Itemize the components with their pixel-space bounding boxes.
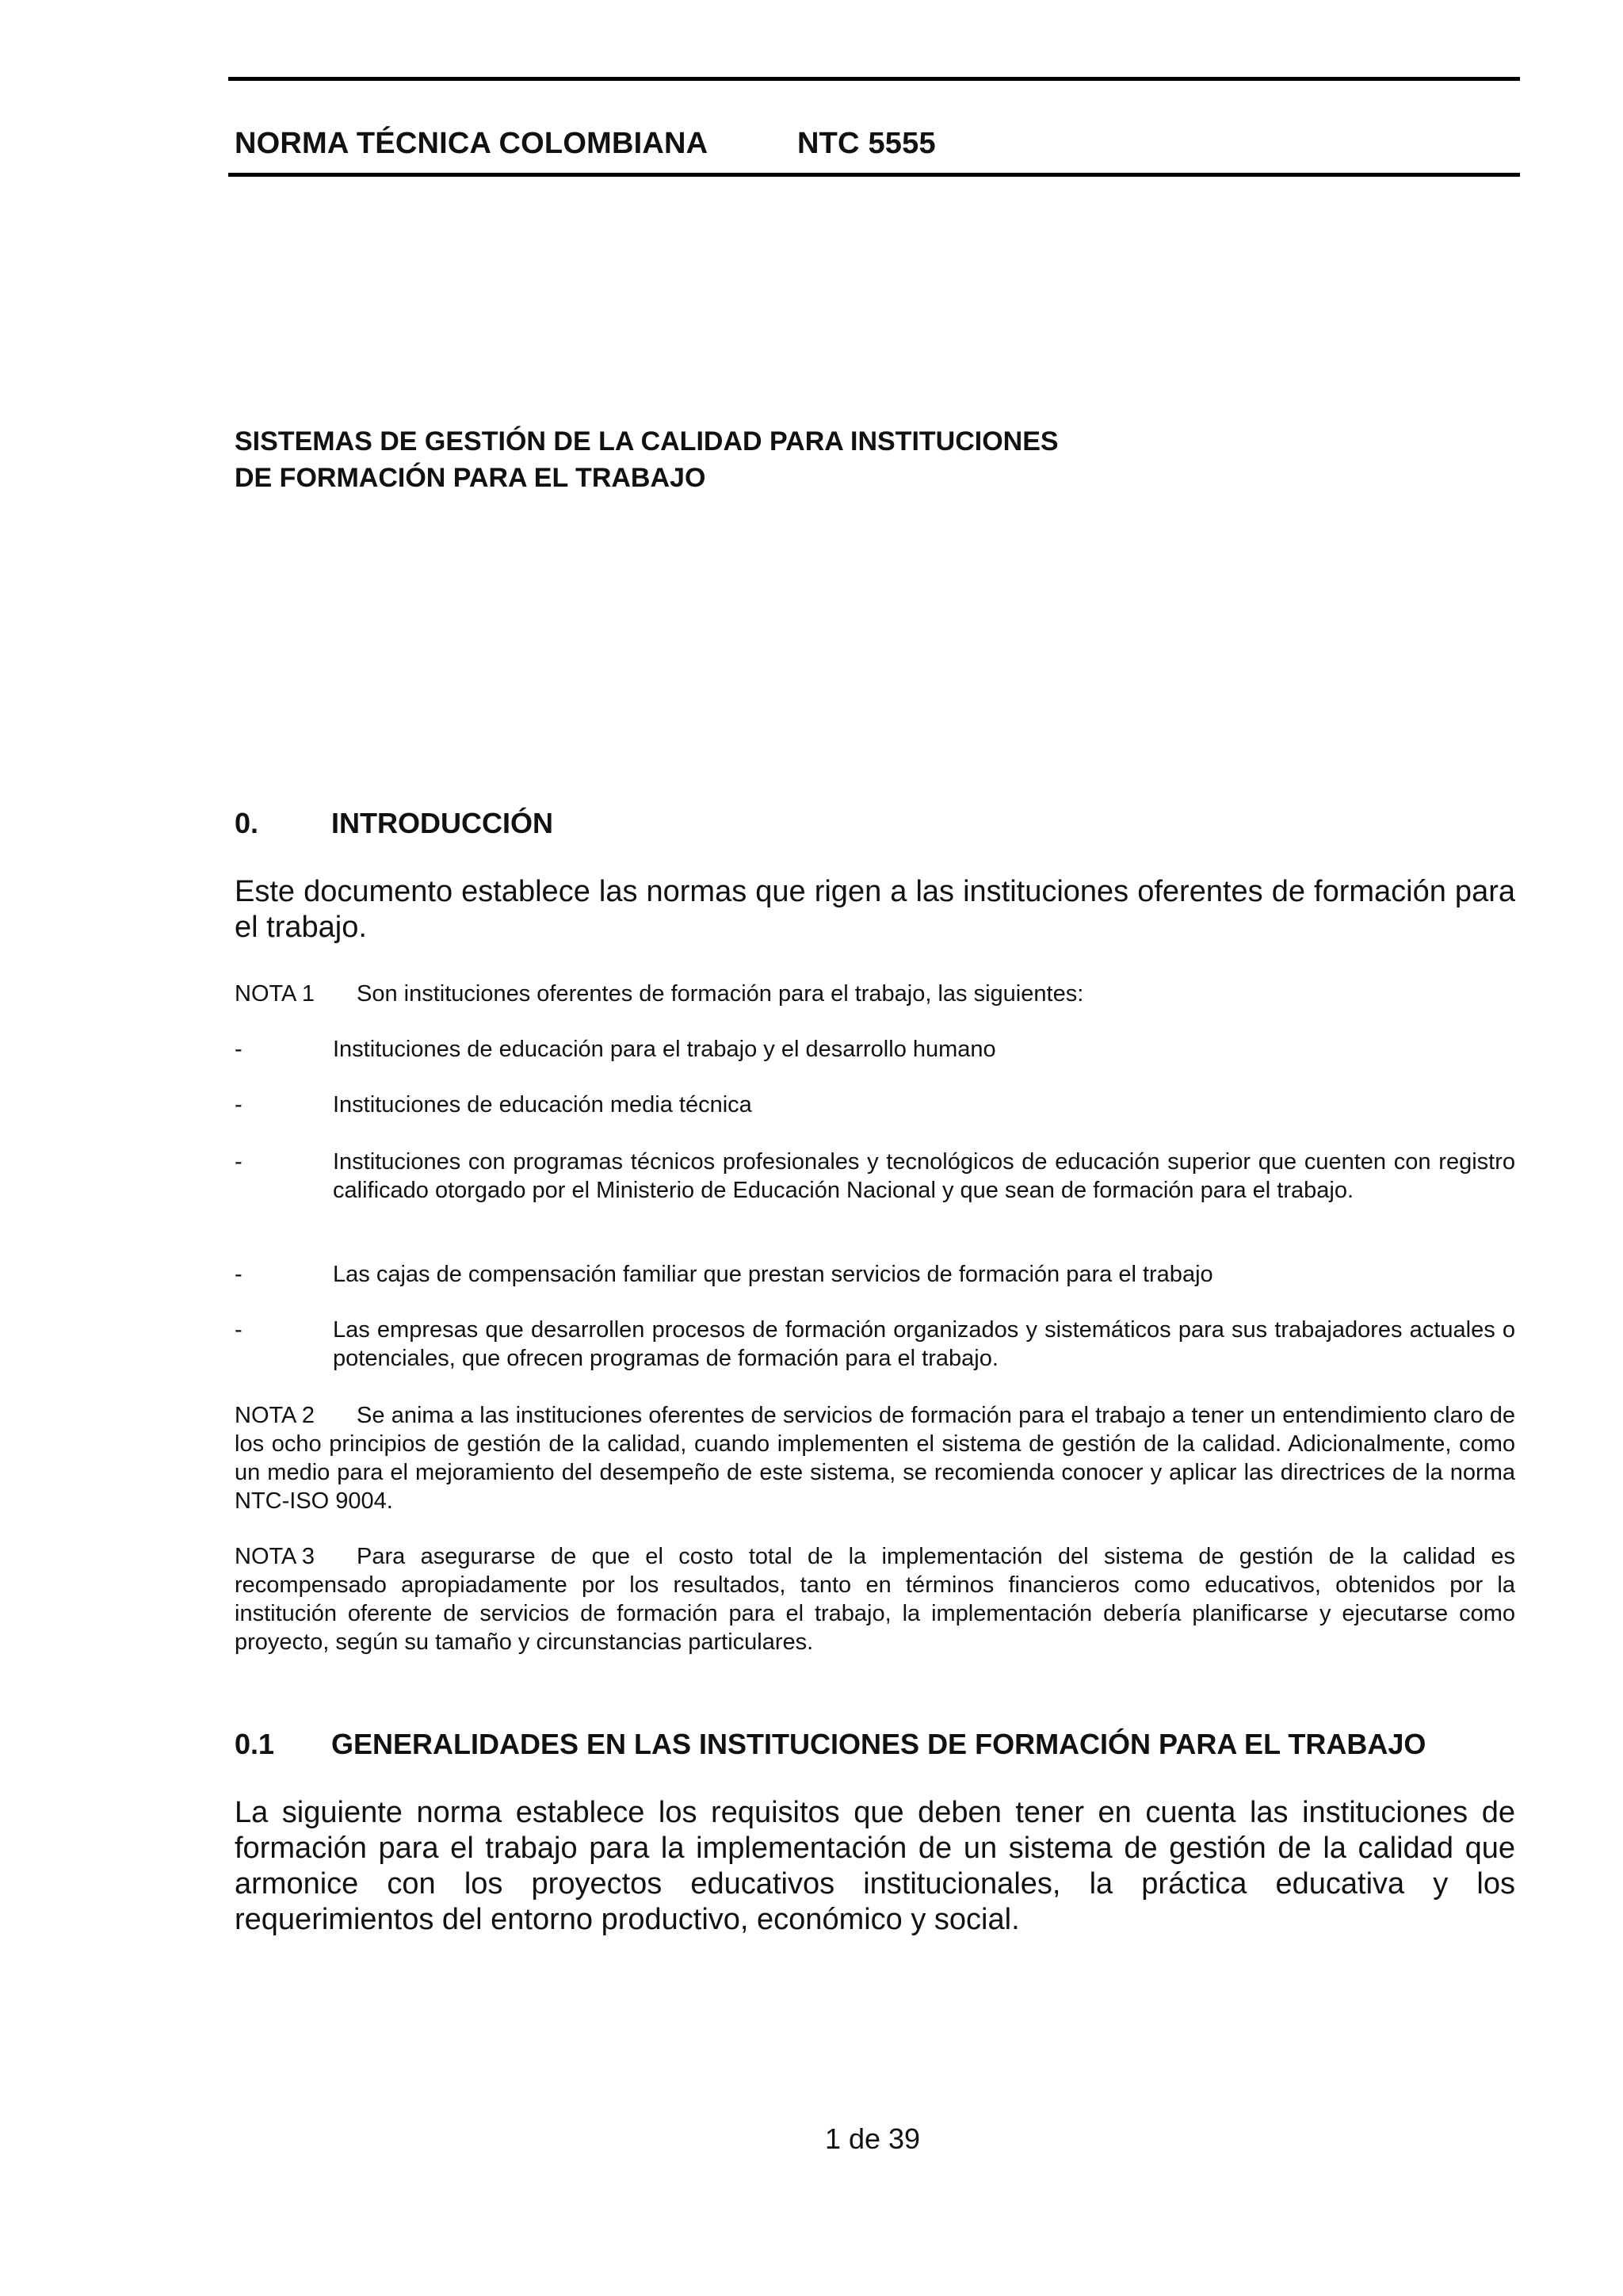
list-dash: - xyxy=(235,1317,242,1343)
list-item xyxy=(235,1260,1515,1289)
list-item xyxy=(235,1316,1515,1373)
document-title xyxy=(235,423,1059,496)
list-item xyxy=(235,1035,1515,1064)
header-top-rule xyxy=(228,77,1520,81)
nota-3 xyxy=(235,1542,1515,1656)
list-item xyxy=(235,1148,1515,1205)
header-standard-code: NTC 5555 xyxy=(797,127,936,160)
list-dash: - xyxy=(235,1262,242,1287)
header-bottom-rule xyxy=(228,173,1520,177)
nota-1 xyxy=(235,980,1515,1008)
nota-label: NOTA 2 xyxy=(235,1403,315,1428)
nota-text: Para asegurarse de que el costo total de la implementación del sistema de gestión de la calidad es recompensado apropiadamente por los resultados, tanto en términos financieros como educativos, obtenidos por la institución oferente de servicios de formación para el trabajo, la implementación debería planificarse y ejecutarse como proyecto, según su tamaño y circunstancias particulares. xyxy=(235,1544,1515,1655)
list-item-text: Instituciones de educación para el trabajo y el desarrollo humano xyxy=(333,1037,996,1062)
page-number: 1 de 39 xyxy=(824,2122,921,2155)
nota-label: NOTA 3 xyxy=(235,1544,315,1569)
generalidades-paragraph: La siguiente norma establece los requisitos que deben tener en cuenta las instituciones de formación para el trabajo para la implementación de un sistema de gestión de la calidad que armonice con los proyectos educativos institucionales, la práctica educativa y los requerimientos del entorno productivo, económico y social. xyxy=(235,1796,1515,1936)
document-title-line-1: SISTEMAS DE GESTIÓN DE LA CALIDAD PARA INSTITUCIONES xyxy=(235,426,1059,457)
list-item-text: Las empresas que desarrollen procesos de formación organizados y sistemáticos para sus trabajadores actuales o potenciales, que ofrecen programas de formación para el trabajo. xyxy=(333,1317,1515,1371)
list-dash: - xyxy=(235,1149,242,1175)
list-item xyxy=(235,1091,1515,1119)
list-item-text: Instituciones de educación media técnica xyxy=(333,1092,752,1117)
section-title: INTRODUCCIÓN xyxy=(331,807,553,839)
document-title-line-2: DE FORMACIÓN PARA EL TRABAJO xyxy=(235,463,706,493)
list-dash: - xyxy=(235,1037,242,1062)
nota-text: Son instituciones oferentes de formación para el trabajo, las siguientes: xyxy=(357,981,1084,1007)
nota-2 xyxy=(235,1401,1515,1515)
nota-label: NOTA 1 xyxy=(235,981,315,1007)
section-title: GENERALIDADES EN LAS INSTITUCIONES DE FORMACIÓN PARA EL TRABAJO xyxy=(331,1728,1426,1760)
section-number: 0. xyxy=(235,807,259,839)
intro-paragraph: Este documento establece las normas que rigen a las instituciones oferentes de formación para el trabajo. xyxy=(235,875,1515,944)
section-number: 0.1 xyxy=(235,1728,275,1760)
nota-text: Se anima a las instituciones oferentes de servicios de formación para el trabajo a tener un entendimiento claro de los ocho principios de gestión de la calidad, cuando implementen el sistema de gestión de la calidad. Adicionalmente, como un medio para el mejoramiento del desempeño de este sistema, se recomienda conocer y aplicar las directrices de la norma NTC-ISO 9004. xyxy=(235,1403,1515,1514)
header-standard-name: NORMA TÉCNICA COLOMBIANA xyxy=(235,127,708,160)
list-item-text: Instituciones con programas técnicos profesionales y tecnológicos de educación superior que cuenten con registro calificado otorgado por el Ministerio de Educación Nacional y que sean de formación para el trabajo. xyxy=(333,1149,1515,1203)
list-item-text: Las cajas de compensación familiar que prestan servicios de formación para el trabajo xyxy=(333,1262,1213,1287)
list-dash: - xyxy=(235,1092,242,1117)
